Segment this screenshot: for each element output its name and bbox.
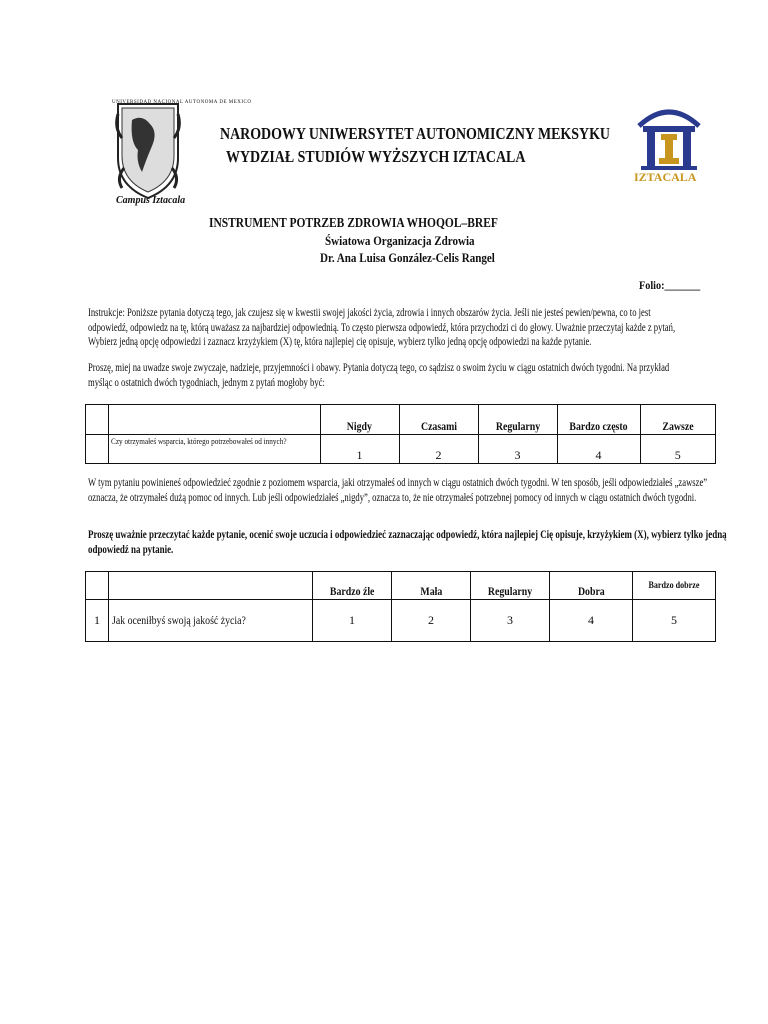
answer-option-1[interactable]: 1 [320, 435, 399, 464]
header-dobra: Dobra [550, 572, 633, 600]
answer-instruction: Proszę uważnie przeczytać każde pytanie, ocenić swoje uczucia i odpowiedzieć zaznaczając odpowiedź, która najlepiej Cię opisuje, krzyżykiem (X), wybierz tylko jedną odpowiedź na pytanie. [88, 529, 727, 556]
answer-option-3[interactable]: 3 [478, 435, 557, 464]
question-number: 1 [86, 600, 109, 642]
campus-caption: Campus Iztacala [116, 195, 186, 206]
crest-ring-text: UNIVERSIDAD NACIONAL AUTONOMA DE MEXICO [112, 100, 252, 105]
answer-option-3[interactable]: 3 [471, 600, 550, 642]
table-row [86, 600, 716, 642]
header-regularny: Regularny [478, 405, 557, 435]
answer-option-4[interactable]: 4 [557, 435, 640, 464]
university-title: NARODOWY UNIWERSYTET AUTONOMICZNY MEKSYKU [220, 124, 610, 143]
header-regularny: Regularny [471, 572, 550, 600]
header-mala: Mała [392, 572, 471, 600]
header-bardzo-zle: Bardzo źle [313, 572, 392, 600]
folio-field: Folio:_______ [639, 278, 701, 292]
iztacala-logo-text: IZTACALA [634, 170, 697, 184]
example-question: Czy otrzymałeś wsparcia, którego potrzebowałeś od innych? [109, 435, 321, 464]
header-zawsze: Zawsze [640, 405, 715, 435]
header-bardzo-czesto: Bardzo często [557, 405, 640, 435]
header-nigdy: Nigdy [320, 405, 399, 435]
answer-option-5[interactable]: 5 [633, 600, 716, 642]
answer-option-2[interactable]: 2 [392, 600, 471, 642]
example-table [85, 404, 716, 464]
answer-option-1[interactable]: 1 [313, 600, 392, 642]
organization-name: Światowa Organizacja Zdrowia [325, 233, 475, 248]
question-text: Jak oceniłbyś swoją jakość życia? [109, 600, 313, 642]
author-name: Dr. Ana Luisa González-Celis Rangel [320, 250, 495, 265]
question-table [85, 571, 716, 642]
example-explanation: W tym pytaniu powinieneś odpowiedzieć zgodnie z poziomem wsparcia, jaki otrzymałeś od innych w ciągu ostatnich dwóch tygodni. W ten sposób, jeśli odpowiedziałeś „zawsze” oznacza, że otrzymałeś dużą pomoc od innych. Lub jeśli odpowiedziałeś „nigdy”, oznacza to, że nie otrzymałeś potrzebnej pomocy od innych w ciągu ostatnich dwóch tygodni. [88, 477, 708, 504]
answer-option-5[interactable]: 5 [640, 435, 715, 464]
unam-crest-logo [108, 98, 188, 208]
table-row [86, 435, 716, 464]
answer-option-4[interactable]: 4 [550, 600, 633, 642]
answer-option-2[interactable]: 2 [399, 435, 478, 464]
header-czasami: Czasami [399, 405, 478, 435]
header-bardzo-dobrze: Bardzo dobrze [633, 572, 716, 600]
instructions-paragraph: Instrukcje: Poniższe pytania dotyczą tego, jak czujesz się w kwestii swojej jakości życia, zdrowia i innych obszarów życia. Jeśli nie jesteś pewien/pewna, co to jest odpowiedź, odpowiedz na tę, którą uważasz za najbardziej odpowiednią. To często pierwsza odpowiedź, która przychodzi ci do głowy. Uważnie przeczytaj każde z pytań, Wybierz jedną opcję odpowiedzi i zaznacz krzyżykiem (X) tę, która najlepiej cię opisuje, wybierz tylko jedną opcję odpowiedzi na każde pytanie. [88, 307, 676, 348]
instrument-title: INSTRUMENT POTRZEB ZDROWIA WHOQOL–BREF [209, 216, 498, 231]
instructions-paragraph-2: Proszę, miej na uwadze swoje zwyczaje, nadzieje, przyjemności i obawy. Pytania dotyczą tego, co sądzisz o swoim życiu w ciągu ostatnich dwóch tygodni. Na przykład myśląc o ostatnich dwóch tygodniach, jednym z pytań mogłoby być: [88, 362, 670, 389]
faculty-title: WYDZIAŁ STUDIÓW WYŻSZYCH IZTACALA [226, 147, 526, 166]
